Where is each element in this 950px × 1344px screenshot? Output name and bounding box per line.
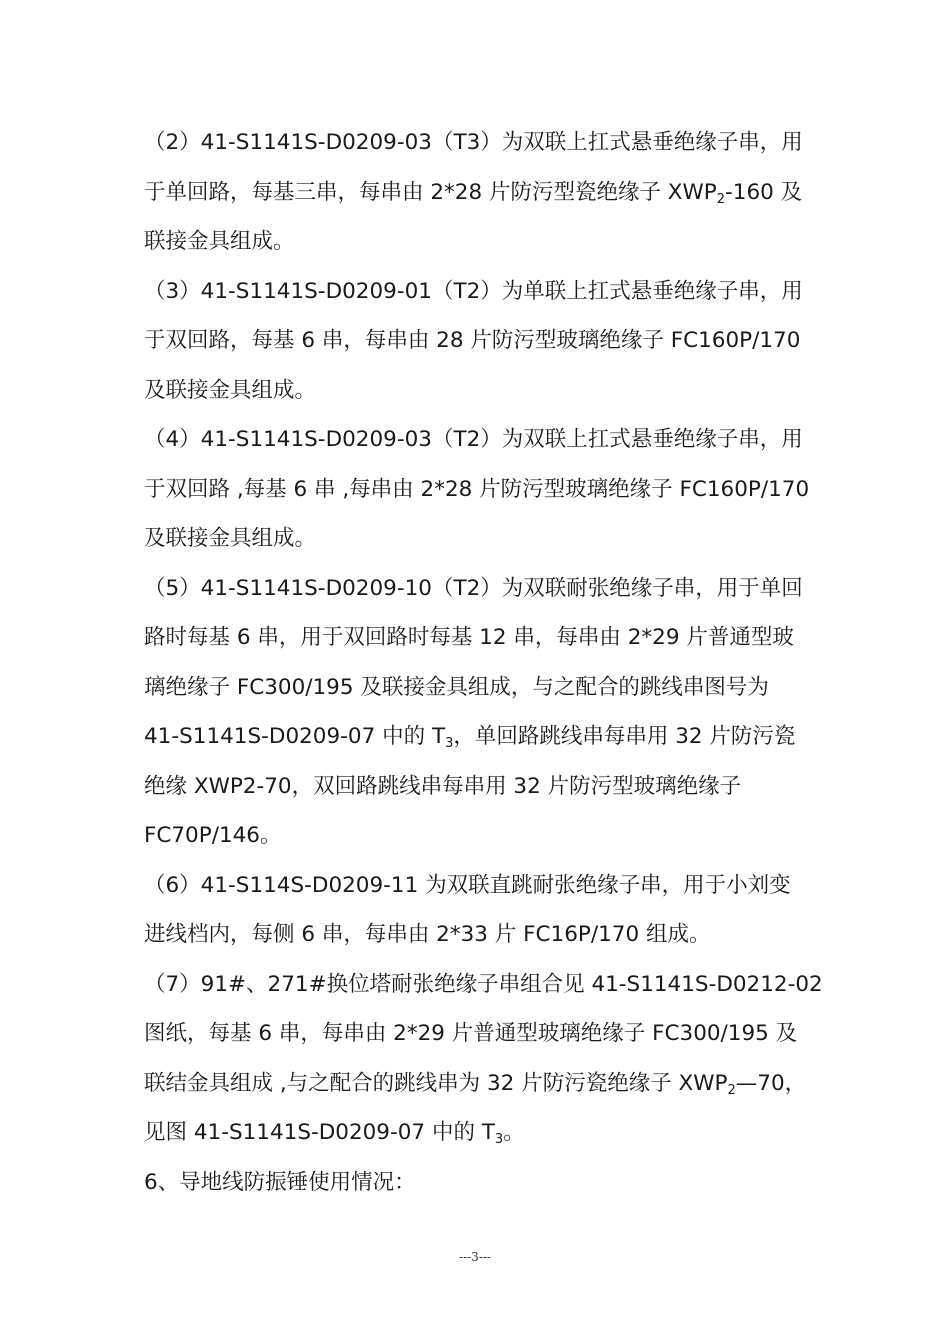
text-run: 璃绝缘子 FC300/195 及联接金具组成，与之配合的跳线串图号为 [144, 674, 769, 700]
text-run: -160 及 [725, 179, 803, 205]
text-line [144, 514, 814, 564]
text-run: 及联接金具组成。 [144, 526, 317, 551]
text-line [144, 663, 814, 713]
text-run: 联接金具组成。 [144, 229, 295, 254]
text-run: 见图 41-S1141S-D0209-07 中的 T [144, 1120, 495, 1145]
subscript: 3 [445, 736, 454, 751]
text-run: 于双回路 ,每基 6 串 ,每串由 2*28 片防污型玻璃绝缘子 FC160P/170 [144, 476, 810, 502]
text-run: （7）91#、271#换位塔耐张绝缘子串组合见 41-S1141S-D0212-02 [144, 971, 823, 997]
text-run: 于双回路，每基 6 串，每串由 28 片防污型玻璃绝缘子 FC160P/170 [144, 328, 801, 353]
text-line [144, 811, 814, 861]
text-line [144, 415, 814, 465]
text-run: （3）41-S1141S-D0209-01（T2）为单联上扛式悬垂绝缘子串，用 [144, 278, 803, 304]
text-line [144, 118, 814, 168]
text-run: 41-S1141S-D0209-07 中的 T [144, 724, 446, 749]
text-line [144, 861, 814, 911]
text-line [144, 168, 814, 218]
text-line [144, 613, 814, 663]
subscript: 2 [727, 1082, 736, 1098]
text-line [144, 465, 814, 515]
text-line [144, 910, 814, 960]
text-line [144, 267, 814, 317]
text-line [144, 1059, 814, 1109]
text-line [144, 712, 814, 762]
text-line [144, 217, 814, 267]
text-run: 6、导地线防振锤使用情况： [144, 1169, 416, 1195]
subscript: 3 [494, 1132, 504, 1147]
text-run: 绝缘 XWP2-70，双回路跳线串每串用 32 片防污型玻璃绝缘子 [144, 773, 742, 799]
text-run: ，单回路跳线串每串用 32 片防污瓷 [453, 724, 796, 749]
text-run: （6）41-S114S-D0209-11 为双联直跳耐张绝缘子串，用于小刘变 [144, 872, 791, 898]
subscript: 2 [716, 191, 726, 207]
page-number: ---3--- [459, 1250, 491, 1264]
text-run: （5）41-S1141S-D0209-10（T2）为双联耐张绝缘子串，用于单回 [144, 575, 803, 601]
text-run: （2）41-S1141S-D0209-03（T3）为双联上扛式悬垂绝缘子串，用 [144, 130, 803, 155]
text-line [144, 1158, 814, 1208]
text-run: 联结金具组成 ,与之配合的跳线串为 32 片防污瓷绝缘子 XWP [144, 1070, 728, 1096]
document-body [144, 118, 823, 1207]
text-run: 进线档内，每侧 6 串，每串由 2*33 片 FC16P/170 组成。 [144, 922, 711, 947]
text-run: —70， [735, 1070, 807, 1096]
text-run: 于单回路，每基三串，每串由 2*28 片防污型瓷绝缘子 XWP [144, 179, 717, 205]
text-run: 路时每基 6 串，用于双回路时每基 12 串，每串由 2*29 片普通型玻 [144, 625, 794, 650]
text-run: FC70P/146。 [144, 823, 282, 848]
text-line [144, 762, 814, 812]
text-line [144, 366, 814, 416]
text-line [144, 564, 814, 614]
text-line [144, 1108, 814, 1158]
text-run: 图纸，每基 6 串，每串由 2*29 片普通型玻璃绝缘子 FC300/195 及 [144, 1021, 798, 1046]
text-run: （4）41-S1141S-D0209-03（T2）为双联上扛式悬垂绝缘子串，用 [144, 427, 803, 452]
text-line [144, 960, 823, 1010]
text-line [144, 316, 814, 366]
text-line [144, 1009, 814, 1059]
text-run: 及联接金具组成。 [144, 377, 317, 403]
text-run: 。 [503, 1120, 525, 1145]
